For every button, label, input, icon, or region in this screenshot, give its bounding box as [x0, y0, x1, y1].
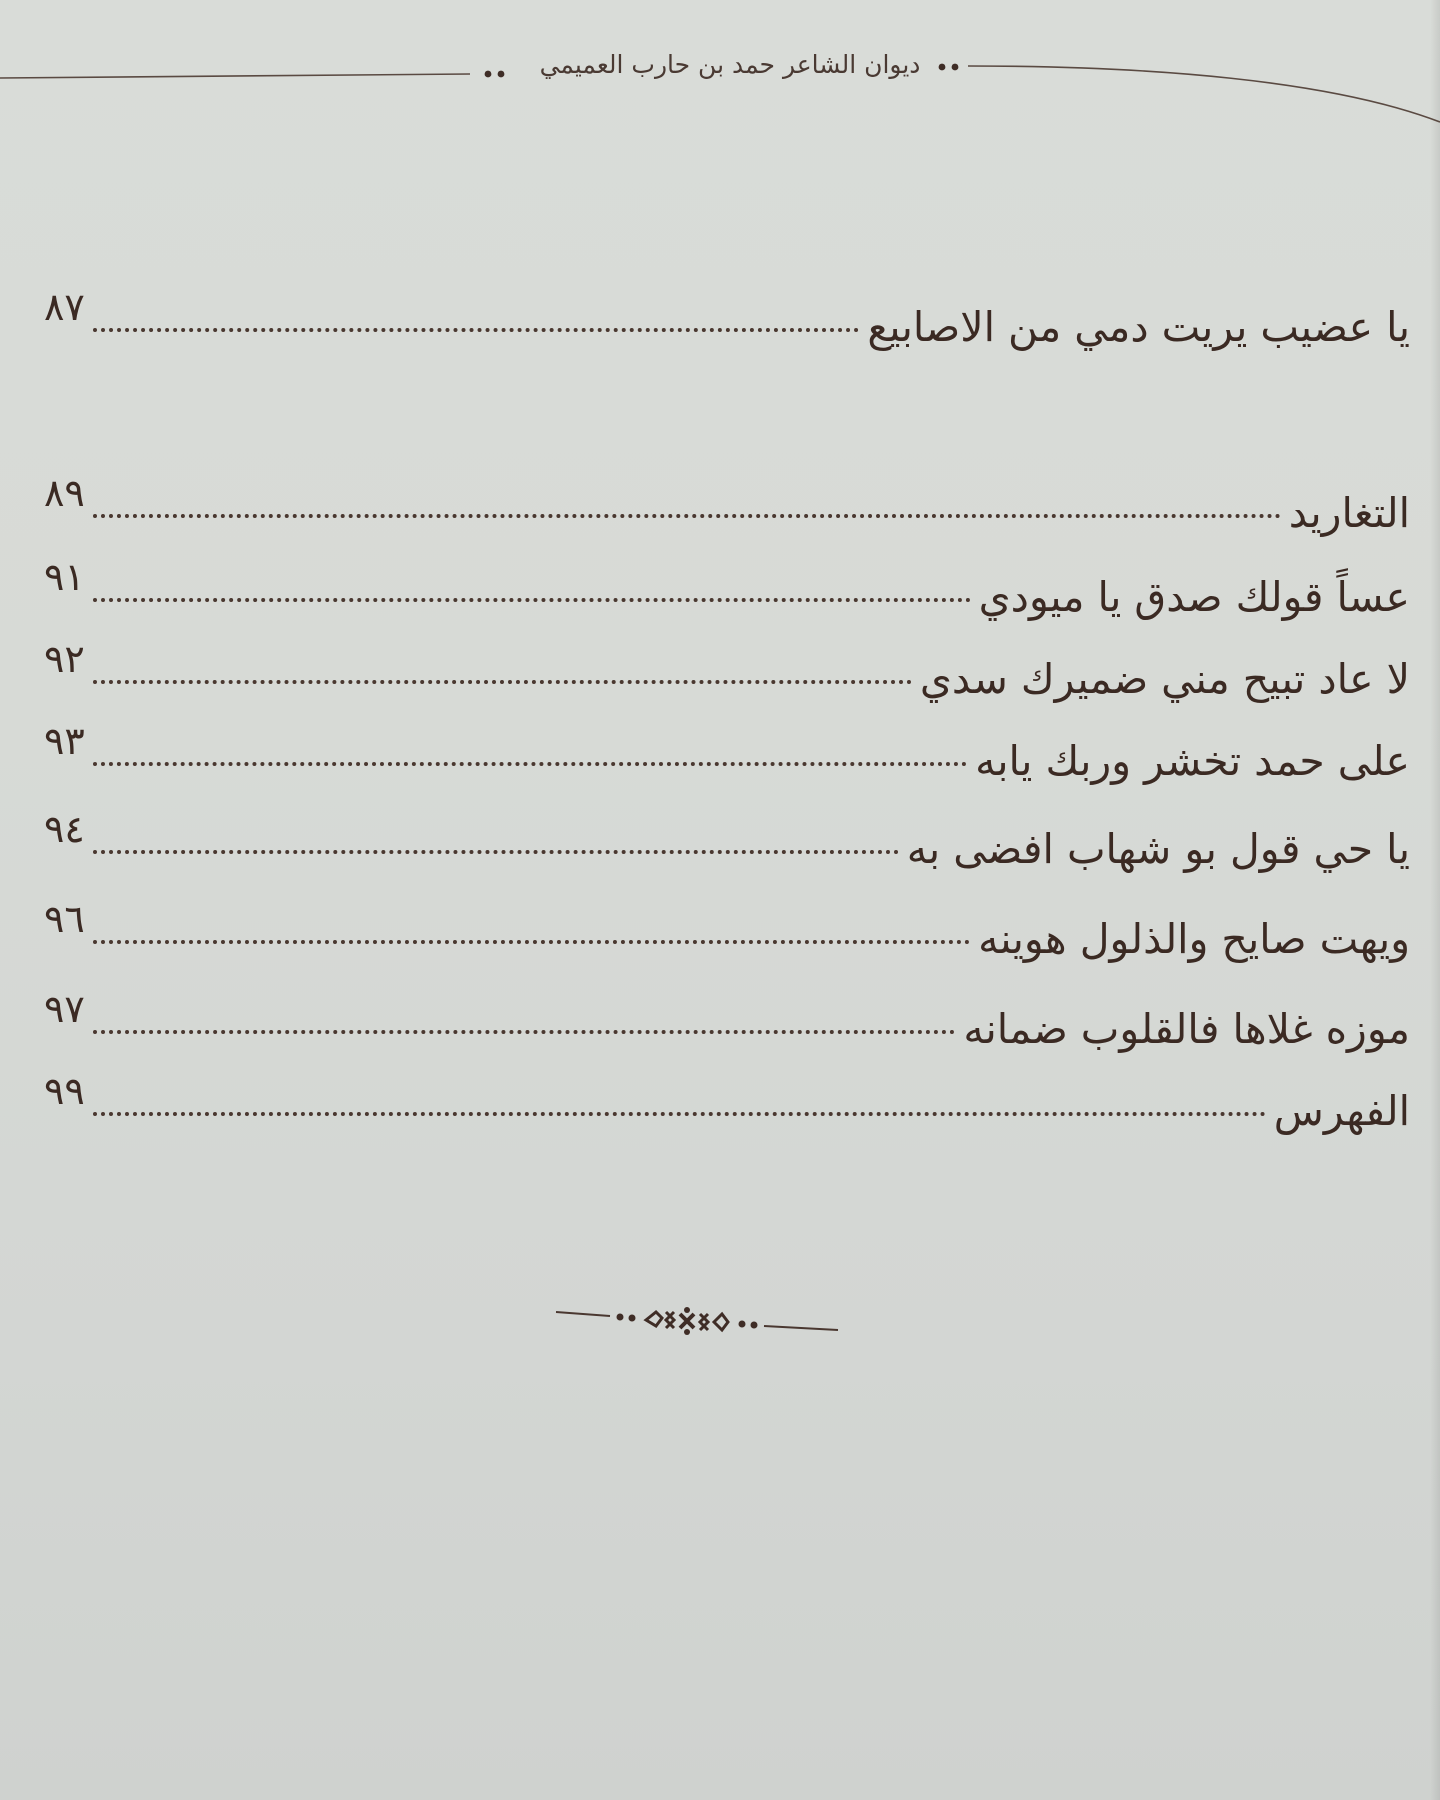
- header-title: ديوان الشاعر حمد بن حارب العميمي: [539, 50, 921, 79]
- toc-entry-title: يا عضيب يريت دمي من الاصابيع: [867, 303, 1410, 351]
- toc-entry-title: على حمد تخشر وربك يابه: [975, 737, 1410, 785]
- toc-entry-page: ٩٣: [44, 719, 85, 763]
- toc-entry-leader: [93, 1030, 956, 1034]
- toc-entry-page: ٩٢: [44, 637, 85, 681]
- toc-entry: [44, 285, 1410, 351]
- toc-entry: [44, 987, 1410, 1053]
- toc-entry: [44, 1069, 1410, 1135]
- toc-entry-page: ٩٤: [44, 807, 85, 851]
- toc-entry: [44, 555, 1410, 621]
- toc-entry-leader: [93, 598, 971, 602]
- toc-entry-title: ويهت صايح والذلول هوينه: [978, 915, 1410, 963]
- toc-entry-leader: [93, 680, 912, 684]
- running-header: [0, 40, 1440, 130]
- toc-entry-title: يا حي قول بو شهاب افضى به: [906, 825, 1410, 873]
- toc-entry-leader: [93, 762, 967, 766]
- toc-entry-page: ٨٧: [44, 285, 85, 329]
- toc-entry-leader: [93, 514, 1281, 518]
- toc-entry-title: لا عاد تبيح مني ضميرك سدي: [919, 655, 1410, 703]
- toc-entry-page: ٨٩: [44, 471, 85, 515]
- toc-entry-title: التغاريد: [1288, 489, 1410, 537]
- toc-entry-page: ٩٩: [44, 1069, 85, 1113]
- toc-entry-title: موزه غلاها فالقلوب ضمانه: [963, 1005, 1410, 1053]
- toc-entry: [44, 807, 1410, 873]
- toc-entry: [44, 637, 1410, 703]
- toc-entry: [44, 897, 1410, 963]
- toc-entry-page: ٩١: [44, 555, 85, 599]
- toc-entry-page: ٩٧: [44, 987, 85, 1031]
- toc-entry: [44, 471, 1410, 537]
- toc-entry-title: عساً قولك صدق يا ميودي: [978, 573, 1410, 621]
- toc-entry: [44, 719, 1410, 785]
- page-edge-shadow: [1430, 0, 1440, 1800]
- toc-entry-leader: [93, 328, 860, 332]
- toc-entry-leader: [93, 1112, 1266, 1116]
- toc-entry-leader: [93, 940, 970, 944]
- toc-entry-leader: [93, 850, 899, 854]
- toc-entry-page: ٩٦: [44, 897, 85, 941]
- toc-entry-title: الفهرس: [1273, 1087, 1410, 1135]
- decorative-divider-icon: [550, 1300, 850, 1354]
